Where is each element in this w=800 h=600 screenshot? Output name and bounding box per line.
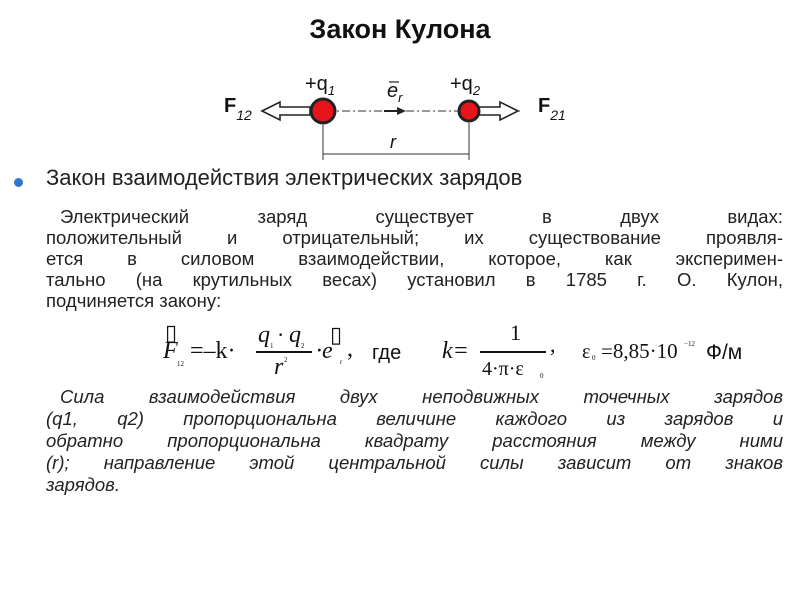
force-right-label: F: [538, 95, 551, 117]
law-line: Сила взаимодействия двух неподвижных точечных зарядов: [60, 386, 783, 407]
charge1-label: +q: [305, 73, 328, 95]
coulomb-formula: ▯ F 12 =–k· q 1 · q 2 r 2 ▯ ·e r , где k= 1 4·π·ε 0 , ε 0 =8,85·10 −12 Ф/м: [163, 320, 743, 380]
formula-eq-minus-k: =–k·: [190, 338, 236, 364]
charge2-label: +q: [450, 73, 473, 95]
law-line: зарядов.: [46, 474, 120, 495]
paragraph-line: положительный и отрицательный; их существование проявля-: [46, 227, 783, 248]
slide-title: Закон Кулона: [309, 14, 491, 44]
intro-paragraph: [46, 206, 783, 311]
bullet-dot: [14, 178, 23, 187]
paragraph-line: ется в силовом взаимодействии, которое, как эксперимен-: [46, 248, 783, 269]
svg-text:F21: $F_{21}$: [538, 95, 566, 123]
charge-q1: [311, 99, 335, 123]
bullet-heading: Закон взаимодействия электрических зарядов: [46, 165, 523, 190]
unit-vector-label: e: [387, 80, 399, 102]
paragraph-line: Электрический заряд существует в двух видах:: [60, 206, 783, 227]
svg-text:+q2: $+q_2$: [450, 73, 481, 98]
formula-F: F: [163, 338, 178, 364]
law-line: (q1, q2) пропорциональна величине каждого из зарядов и: [46, 408, 783, 429]
law-line: обратно пропорциональна квадрату расстояния между ними: [46, 430, 783, 451]
force-right-arrow: [478, 102, 518, 120]
unit-box-glyph: ▯: [330, 322, 343, 347]
law-statement: [46, 386, 783, 496]
force-left-arrow: [262, 102, 310, 120]
charge-q2: [459, 101, 479, 121]
svg-text:er: $e_r$: [387, 80, 403, 105]
paragraph-line: подчиняется закону:: [46, 290, 222, 311]
paragraph-line: тально (на крутильных весах) установил в 1785 г. О. Кулон,: [46, 269, 783, 290]
distance-label: r: [390, 132, 396, 152]
coulomb-diagram: [0, 60, 800, 170]
force-left-label: F: [224, 95, 237, 117]
vector-box-glyph: ▯: [165, 320, 178, 345]
law-line: (r); направление этой центральной силы зависит от знаков: [46, 452, 783, 473]
svg-text:F12: $F_{12}$: [224, 95, 252, 123]
svg-text:+q1: $+q_1$: [305, 73, 336, 98]
formula-where: где: [372, 342, 402, 364]
